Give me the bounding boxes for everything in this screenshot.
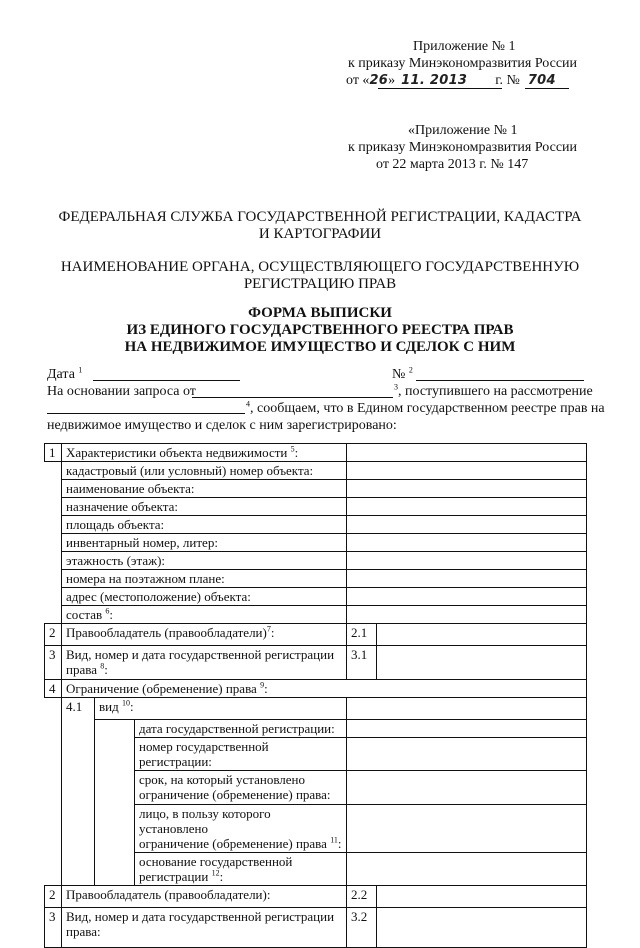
composition-label: состав $^6$: <box>62 606 347 624</box>
service-heading-line2: И КАРТОГРАФИИ <box>258 226 382 242</box>
item-code: 3.2 <box>347 908 377 948</box>
field-label: номер государственной регистрации: <box>135 738 347 771</box>
service-heading-line1: ФЕДЕРАЛЬНАЯ СЛУЖБА ГОСУДАРСТВЕННОЙ РЕГИСТРАЦИИ, КАДАСТРА <box>58 209 582 225</box>
number-field[interactable] <box>416 380 584 381</box>
row-number: 4 <box>45 680 62 698</box>
handwritten-month-year: 11. 2013 <box>401 73 468 88</box>
value-cell[interactable] <box>347 771 587 805</box>
appendix-order-line: к приказу Минэкономразвития России <box>348 56 578 71</box>
table-row <box>45 908 587 948</box>
right-holder-title: Правообладатель (правообладатели)$^7$: <box>62 624 347 646</box>
organ-heading-line2: РЕГИСТРАЦИЮ ПРАВ <box>243 276 397 292</box>
value-cell[interactable] <box>347 534 587 552</box>
right-holder-title-2: Правообладатель (правообладатели): <box>62 886 347 908</box>
request-date-field[interactable] <box>192 397 393 398</box>
field-label: кадастровый (или условный) номер объекта: <box>62 462 347 480</box>
appendix-year-suffix: г. № <box>495 73 520 88</box>
received-date-field[interactable] <box>47 413 245 414</box>
value-cell[interactable] <box>347 444 587 462</box>
value-cell[interactable] <box>347 570 587 588</box>
original-order-line: к приказу Минэкономразвития России <box>348 140 578 155</box>
original-date-line: от 22 марта 2013 г. № 147 <box>376 157 529 172</box>
sub-number: 4.1 <box>62 698 95 720</box>
value-cell[interactable] <box>377 886 587 908</box>
field-label: назначение объекта: <box>62 498 347 516</box>
value-cell[interactable] <box>347 720 587 738</box>
item-code: 3.1 <box>347 646 377 680</box>
value-cell[interactable] <box>347 552 587 570</box>
value-cell[interactable] <box>347 606 587 624</box>
field-label: этажность (этаж): <box>62 552 347 570</box>
item-code: 2.1 <box>347 624 377 646</box>
value-cell[interactable] <box>347 853 587 886</box>
value-cell[interactable] <box>377 908 587 948</box>
row-number: 2 <box>45 624 62 646</box>
appendix-date-line <box>346 72 556 89</box>
field-label: адрес (местоположение) объекта: <box>62 588 347 606</box>
appendix-quote-close: » <box>388 73 396 88</box>
registration-title: Вид, номер и дата государственной регистрации права $^8$: <box>62 646 347 680</box>
table-row <box>45 646 587 680</box>
appendix-title: Приложение № 1 <box>413 39 516 54</box>
table-row <box>45 680 587 698</box>
basis-label: основание государственной регистрации $^{12}$: <box>135 853 347 886</box>
value-cell[interactable] <box>347 462 587 480</box>
number-label: № $^2$ <box>392 365 413 382</box>
extract-table <box>44 443 587 948</box>
table-row <box>45 444 587 462</box>
organ-heading-line1: НАИМЕНОВАНИЕ ОРГАНА, ОСУЩЕСТВЛЯЮЩЕГО ГОСУДАРСТВЕННУЮ <box>60 259 580 275</box>
value-cell[interactable] <box>377 646 587 680</box>
row-number: 3 <box>45 646 62 680</box>
request-label: На основании запроса от <box>47 384 196 399</box>
item-code: 2.2 <box>347 886 377 908</box>
encumbrance-kind: вид $^{10}$: <box>95 698 347 720</box>
field-label: номера на поэтажном плане: <box>62 570 347 588</box>
term-label: срок, на который установлено ограничение (обременение) права: <box>135 771 347 805</box>
form-title-line1: ФОРМА ВЫПИСКИ <box>248 305 392 321</box>
field-label: инвентарный номер, литер: <box>62 534 347 552</box>
table-row <box>45 886 587 908</box>
date-field[interactable] <box>93 380 240 381</box>
appendix-from-label: от « <box>346 73 370 88</box>
handwritten-day: 26 <box>369 73 389 88</box>
object-characteristics-title: Характеристики объекта недвижимости $^5$: <box>62 444 347 462</box>
value-cell[interactable] <box>377 624 587 646</box>
beneficiary-label: лицо, в пользу которого установлено ограничение (обременение) права $^{11}$: <box>135 805 347 853</box>
row-number: 2 <box>45 886 62 908</box>
registration-title-2: Вид, номер и дата государственной регистрации права: <box>62 908 347 948</box>
encumbrance-title: Ограничение (обременение) права $^9$: <box>62 680 587 698</box>
row-number: 3 <box>45 908 62 948</box>
handwritten-number: 704 <box>527 73 556 88</box>
report-text-line2: недвижимое имущество и сделок с ним зарегистрировано: <box>47 418 397 433</box>
received-text: $^3$, поступившего на рассмотрение <box>394 382 593 399</box>
date-underline <box>378 88 502 89</box>
value-cell[interactable] <box>347 498 587 516</box>
form-title-line2: ИЗ ЕДИНОГО ГОСУДАРСТВЕННОГО РЕЕСТРА ПРАВ <box>126 322 514 338</box>
field-label: дата государственной регистрации: <box>135 720 347 738</box>
number-underline <box>525 88 569 89</box>
value-cell[interactable] <box>347 480 587 498</box>
original-appendix-title: «Приложение № 1 <box>408 123 518 138</box>
value-cell[interactable] <box>347 698 587 720</box>
value-cell[interactable] <box>347 738 587 771</box>
value-cell[interactable] <box>347 516 587 534</box>
row-number: 1 <box>45 444 62 462</box>
value-cell[interactable] <box>347 588 587 606</box>
report-text: $^4$, сообщаем, что в Едином государственном реестре прав на <box>246 399 605 416</box>
field-label: наименование объекта: <box>62 480 347 498</box>
form-title-line3: НА НЕДВИЖИМОЕ ИМУЩЕСТВО И СДЕЛОК С НИМ <box>124 339 516 355</box>
date-label: Дата $^1$ <box>47 365 83 382</box>
table-row <box>45 624 587 646</box>
value-cell[interactable] <box>347 805 587 853</box>
field-label: площадь объекта: <box>62 516 347 534</box>
